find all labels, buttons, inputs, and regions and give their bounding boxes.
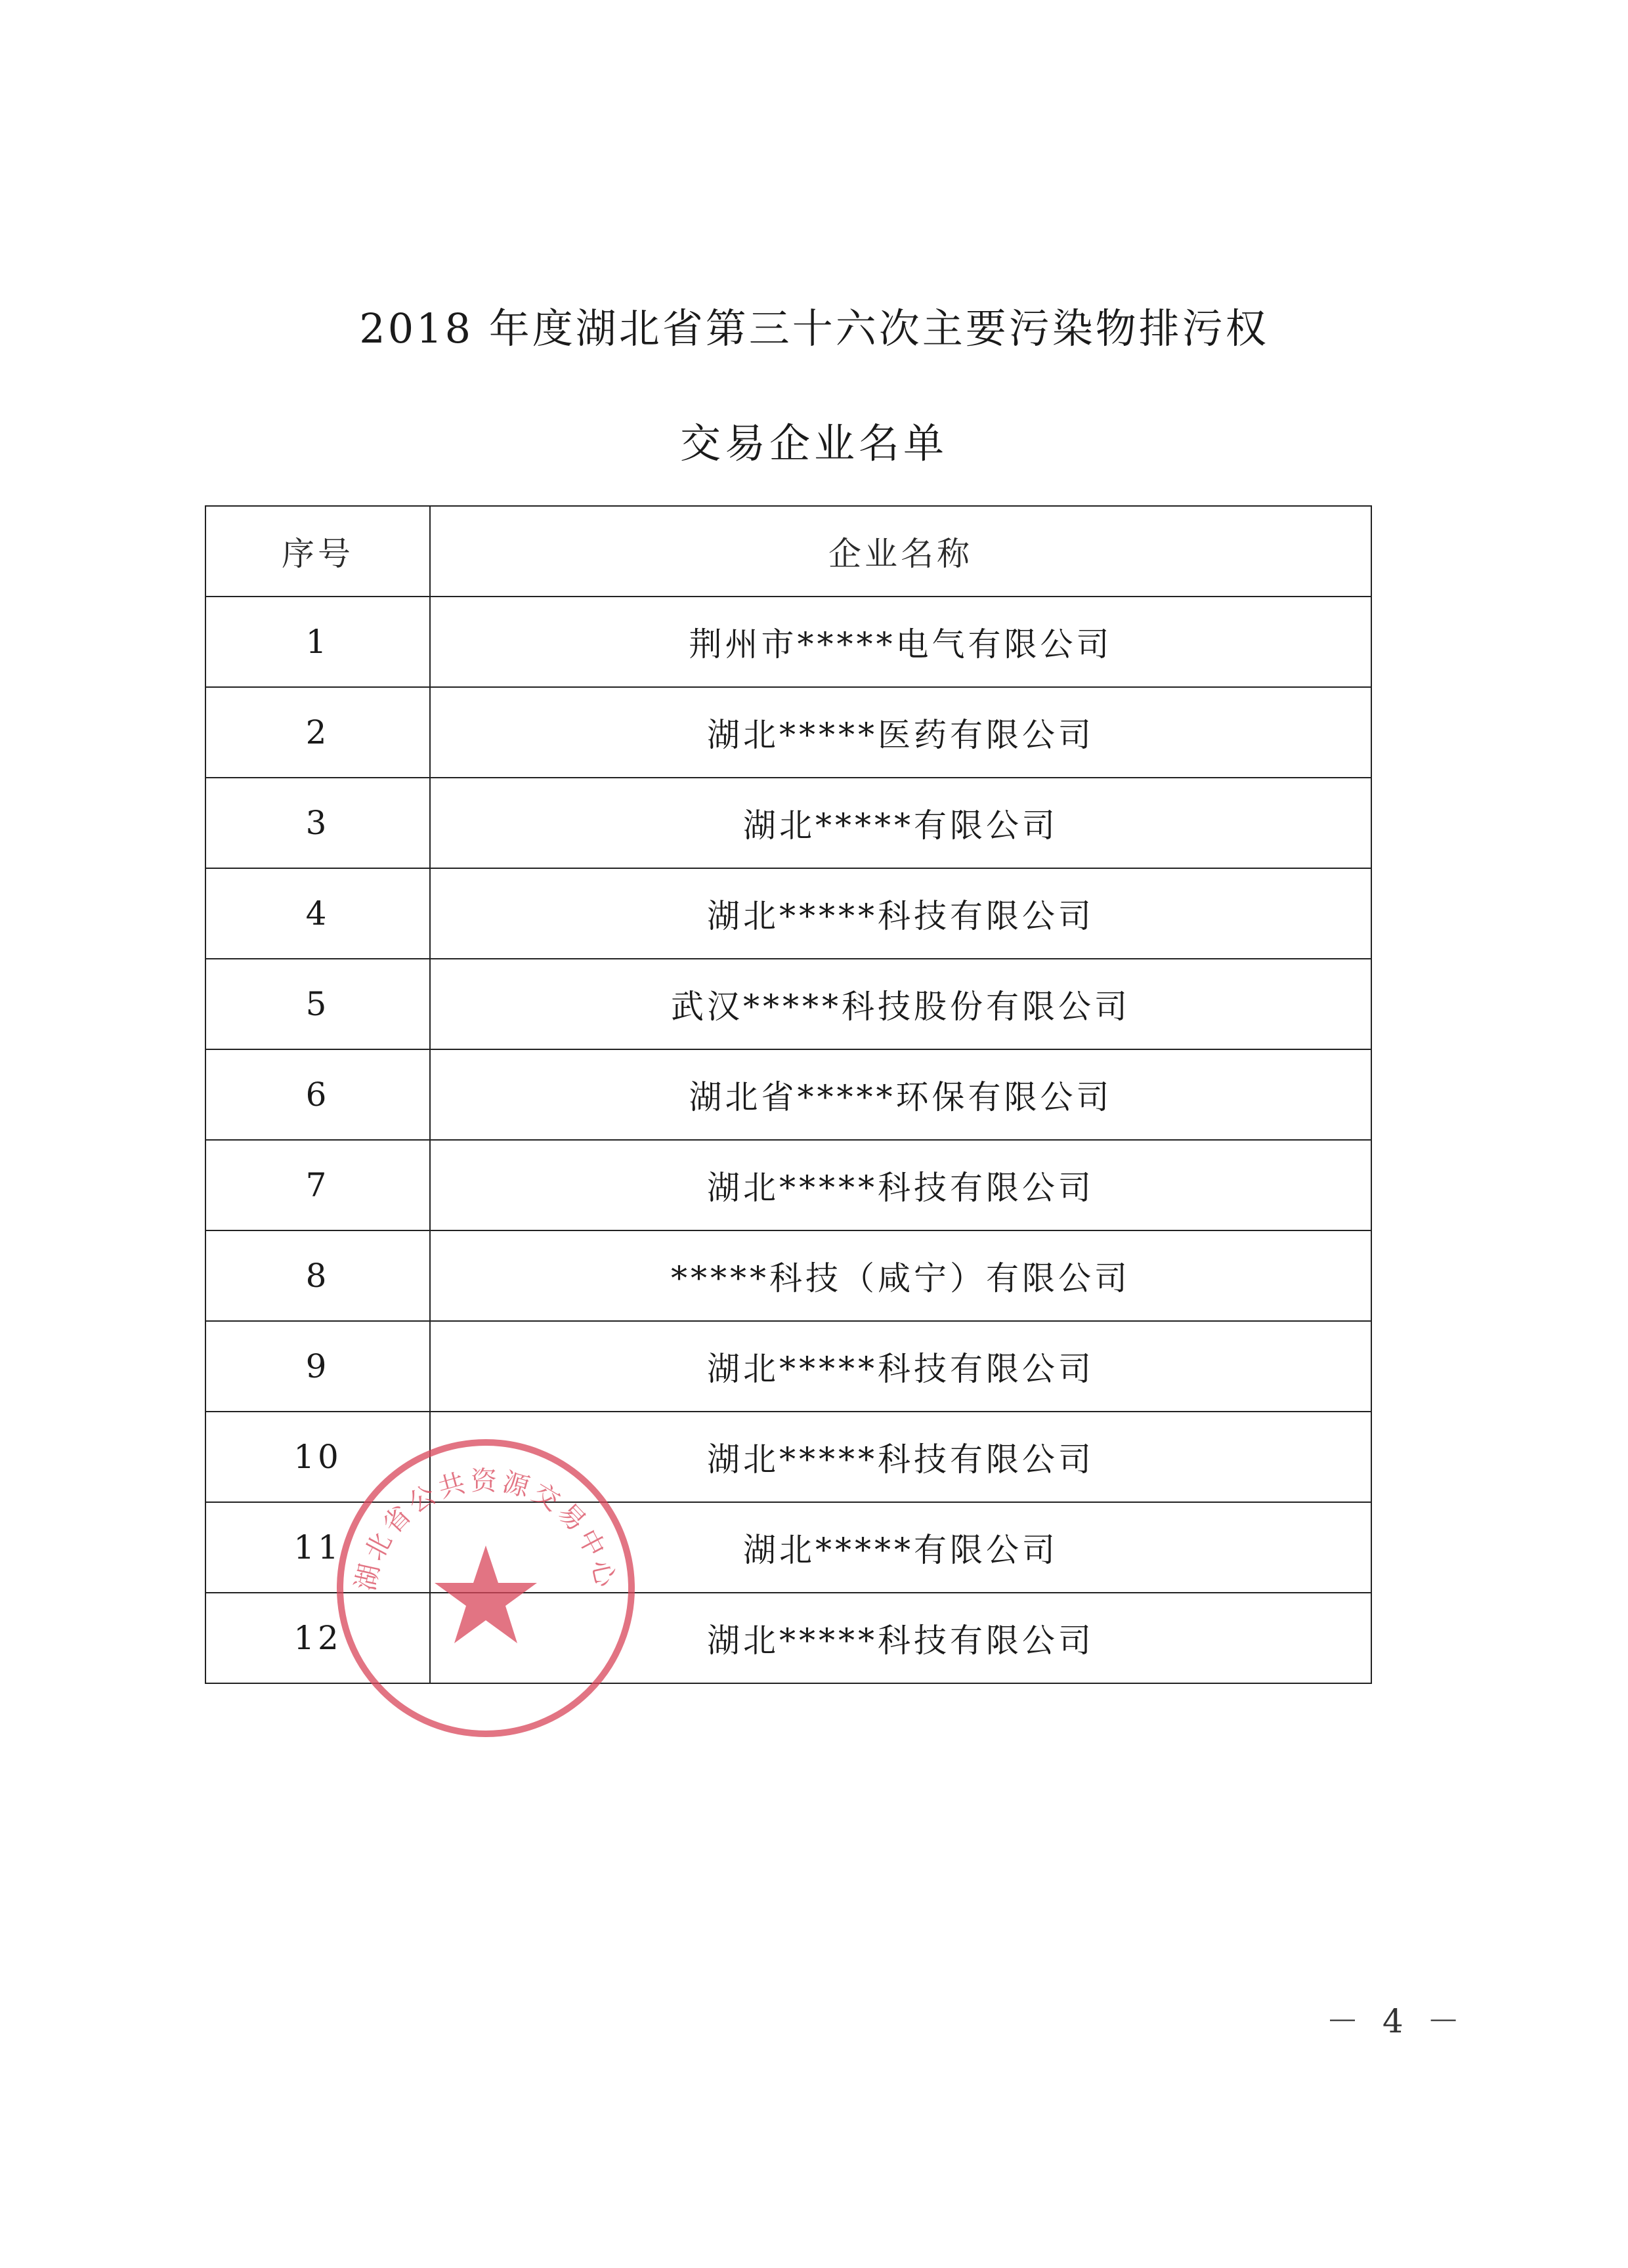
row-seq: 6 [205, 1049, 430, 1140]
document-title-line2: 交易企业名单 [679, 419, 948, 467]
enterprise-table [205, 505, 1372, 1684]
row-name: 湖北*****科技有限公司 [430, 1593, 1371, 1683]
row-name: 湖北*****科技有限公司 [430, 1321, 1371, 1412]
row-name: 湖北省*****环保有限公司 [430, 1049, 1371, 1140]
row-name: 荆州市*****电气有限公司 [430, 597, 1371, 687]
header-name: 企业名称 [430, 506, 1371, 597]
row-name: 武汉*****科技股份有限公司 [430, 959, 1371, 1049]
row-seq: 10 [205, 1412, 430, 1502]
row-name: 湖北*****医药有限公司 [430, 687, 1371, 778]
row-seq: 8 [205, 1230, 430, 1321]
table-row [205, 1593, 1371, 1683]
row-name: 湖北*****有限公司 [430, 778, 1371, 868]
row-seq: 9 [205, 1321, 430, 1412]
row-name: 湖北*****有限公司 [430, 1502, 1371, 1593]
table-row [205, 778, 1371, 868]
row-seq: 7 [205, 1140, 430, 1230]
row-name: 湖北*****科技有限公司 [430, 1140, 1371, 1230]
row-seq: 12 [205, 1593, 430, 1683]
header-seq: 序号 [205, 506, 430, 597]
table-header-row [205, 506, 1371, 597]
row-seq: 1 [205, 597, 430, 687]
table-row [205, 597, 1371, 687]
row-name: 湖北*****科技有限公司 [430, 868, 1371, 959]
row-name: *****科技（咸宁）有限公司 [430, 1230, 1371, 1321]
table-row [205, 1049, 1371, 1140]
row-seq: 5 [205, 959, 430, 1049]
row-name: 湖北*****科技有限公司 [430, 1412, 1371, 1502]
table-row [205, 1140, 1371, 1230]
table-row [205, 1230, 1371, 1321]
table-row [205, 1502, 1371, 1593]
row-seq: 4 [205, 868, 430, 959]
row-seq: 3 [205, 778, 430, 868]
table-row [205, 1321, 1371, 1412]
row-seq: 2 [205, 687, 430, 778]
document-title-line1: 2018 年度湖北省第三十六次主要污染物排污权 [359, 304, 1269, 352]
row-seq: 11 [205, 1502, 430, 1593]
table-row [205, 868, 1371, 959]
page-number: － 4 － [1326, 2002, 1467, 2040]
table-row [205, 959, 1371, 1049]
table-row [205, 1412, 1371, 1502]
seal-text: 湖北省公共资源交易中心 [350, 1466, 622, 1594]
table-row [205, 687, 1371, 778]
